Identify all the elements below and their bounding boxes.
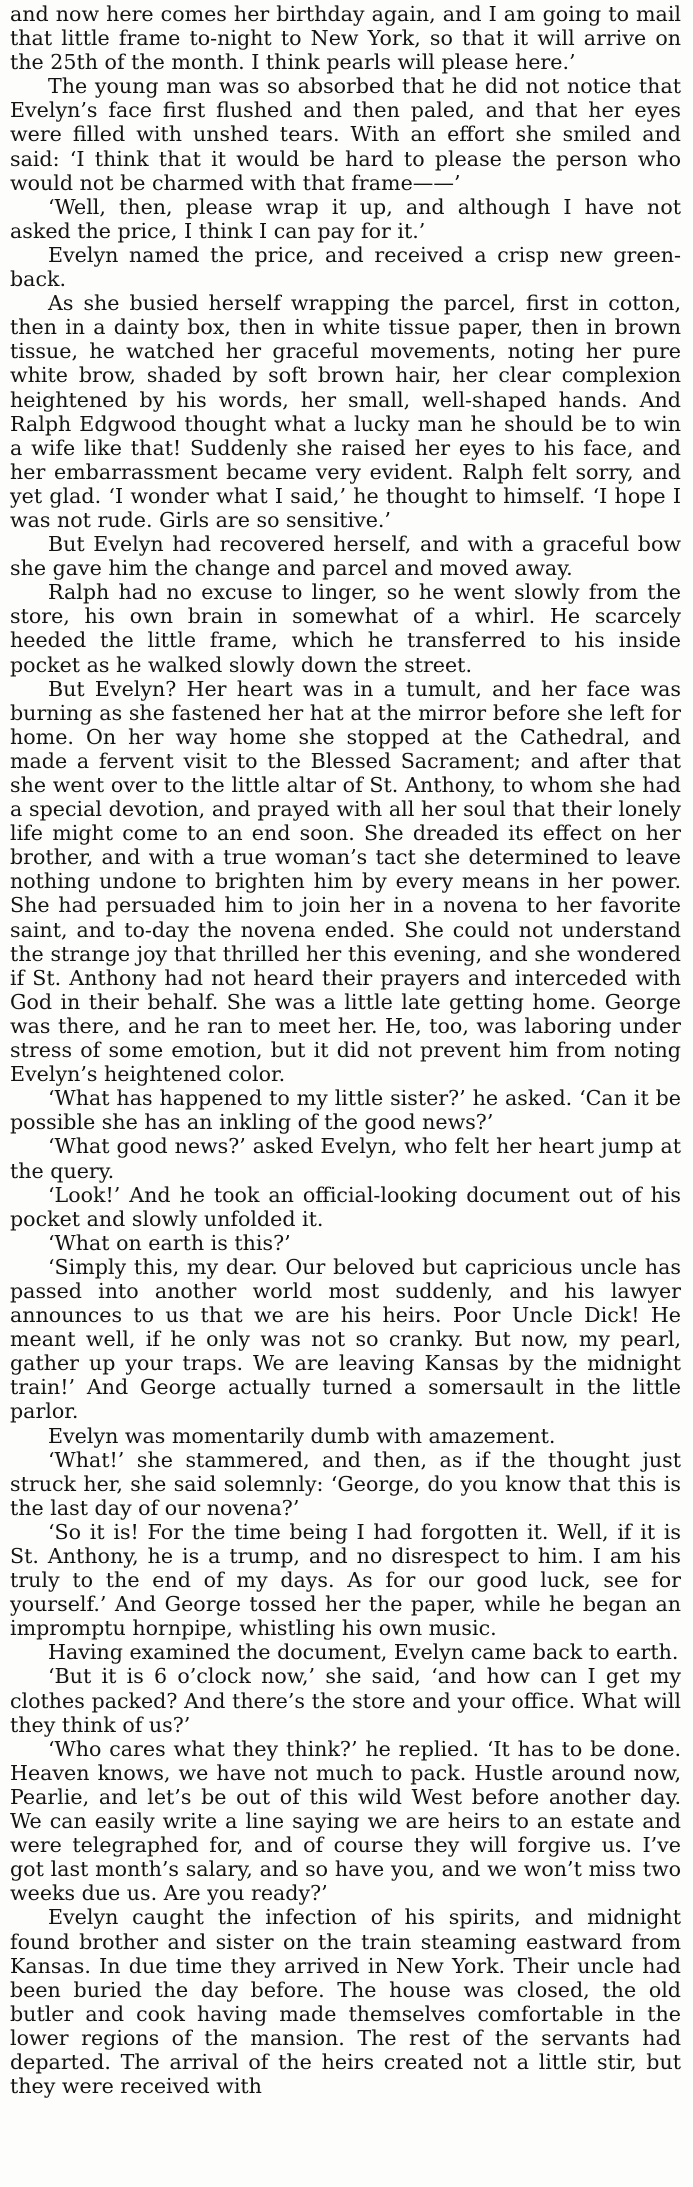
paragraph-birthday-frame: and now here comes her birthday again, and I am going to mail that little frame to-night to New York, so that it will arrive on the 25th of the month. I think pearls will please here.’ bbox=[10, 2, 681, 75]
paragraph-what-on-earth: ‘What on earth is this?’ bbox=[48, 1230, 291, 1255]
paragraph-wrap-it-up: ‘Well, then, please wrap it up, and although I have not asked the price, I think I can pay for it.’ bbox=[10, 194, 681, 243]
paragraph-amazement: Evelyn was momentarily dumb with amazement. bbox=[48, 1423, 556, 1448]
paragraph-evelyn-tumult: But Evelyn? Her heart was in a tumult, and her face was burning as she fastened her hat at the mirror before she left for home. On her way home she stopped at the Cathedral, and made a fervent visit to the Blessed Sacrament; and after that she went over to the little altar of St. Anthony, to whom she had a special devotion, and prayed with all her soul that their lonely life might come to an end soon. She dreaded its effect on her brother, and with a true woman’s tact she determined to leave nothing undone to brighten him by every means in her power. She had persuaded him to join her in a novena to her favorite saint, and to-day the novena ended. She could not understand the strange joy that thrilled her this evening, and she wondered if St. Anthony had not heard their prayers and interceded with God in their behalf. She was a little late getting home. George was there, and he ran to meet her. He, too, was laboring under stress of some emotion, but it did not prevent him from noting Evelyn’s heightened color. bbox=[10, 676, 681, 1087]
paragraph-novena: ‘What!’ she stammered, and then, as if the thought just struck her, she said solemnly: ‘George, do you know that this is the last day of our novena?’ bbox=[10, 1447, 681, 1520]
paragraph-train-new-york: Evelyn caught the infection of his spirits, and midnight found brother and sister on the train steaming eastward from Kansas. In due time they arrived in New York. Their uncle had been buried the day before. The house was closed, the old butler and cook having made themselves comfortable in the lower regions of the mansion. The rest of the servants had departed. The arrival of the heirs created not a little stir, but they were received with bbox=[10, 1905, 681, 2099]
paragraph-st-anthony: ‘So it is! For the time being I had forgotten it. Well, if it is St. Anthony, he is a trump, and no disrespect to him. I am his truly to the end of my days. As for our good luck, see for yourself.’ And George tossed her the paper, while he began an impromptu hornpipe, whistling his own music. bbox=[10, 1519, 681, 1641]
paragraph-evelyn-reaction: The young man was so absorbed that he did not notice that Evelyn’s face first flushed and then paled, and that her eyes were filled with unshed tears. With an effort she smiled and said: ‘I think that it would be hard to please the person who would not be charmed with that frame——’ bbox=[10, 74, 681, 195]
paragraph-six-oclock: ‘But it is 6 o’clock now,’ she said, ‘and how can I get my clothes packed? And there’s the store and your office. What will they think of us?’ bbox=[10, 1664, 681, 1737]
paragraph-named-price: Evelyn named the price, and received a crisp new green-back. bbox=[10, 242, 681, 292]
paragraph-recovered: But Evelyn had recovered herself, and with a graceful bow she gave him the change and parcel and moved away. bbox=[10, 532, 681, 581]
paragraph-document: ‘Look!’ And he took an official-looking document out of his pocket and slowly unfolded it. bbox=[10, 1182, 681, 1231]
paragraph-wrapping-parcel: As she busied herself wrapping the parcel, first in cotton, then in a dainty box, then in white tissue paper, then in brown tissue, he watched her graceful movements, noting her pure white brow, shaded by soft brown hair, her clear complexion heightened by his words, her small, well-shaped hands. And Ralph Edgwood thought what a lucky man he should be to win a wife like that! Suddenly she raised her eyes to his face, and her embarrassment became very evident. Ralph felt sorry, and yet glad. ‘I wonder what I said,’ he thought to himself. ‘I hope I was not rude. Girls are so sensitive.’ bbox=[10, 291, 681, 532]
paragraph-ralph-leaves: Ralph had no excuse to linger, so he went slowly from the store, his own brain in somewhat of a whirl. He scarcely heeded the little frame, which he transferred to his inside pocket as he walked slowly down the street. bbox=[10, 580, 681, 677]
paragraph-back-to-earth: Having examined the document, Evelyn came back to earth. bbox=[48, 1640, 679, 1665]
paragraph-who-cares: ‘Who cares what they think?’ he replied. ‘It has to be done. Heaven knows, we have not much to pack. Hustle around now, Pearlie, and let’s be out of this wild West before another day. We can easily write a line saying we are heirs to an estate and were telegraphed for, and of course they will forgive us. I’ve got last month’s salary, and so have you, and we won’t miss two weeks due us. Are you ready?’ bbox=[10, 1736, 681, 1906]
article-column bbox=[10, 2, 681, 2098]
paragraph-little-sister: ‘What has happened to my little sister?’ he asked. ‘Can it be possible she has an inkling of the good news?’ bbox=[10, 1086, 681, 1135]
paragraph-good-news: ‘What good news?’ asked Evelyn, who felt her heart jump at the query. bbox=[10, 1134, 681, 1183]
paragraph-uncle-news: ‘Simply this, my dear. Our beloved but capricious uncle has passed into another world most suddenly, and his lawyer announces to us that we are his heirs. Poor Uncle Dick! He meant well, if he only was not so cranky. But now, my pearl, gather up your traps. We are leaving Kansas by the midnight train!’ And George actually turned a somersault in the little parlor. bbox=[10, 1254, 681, 1424]
